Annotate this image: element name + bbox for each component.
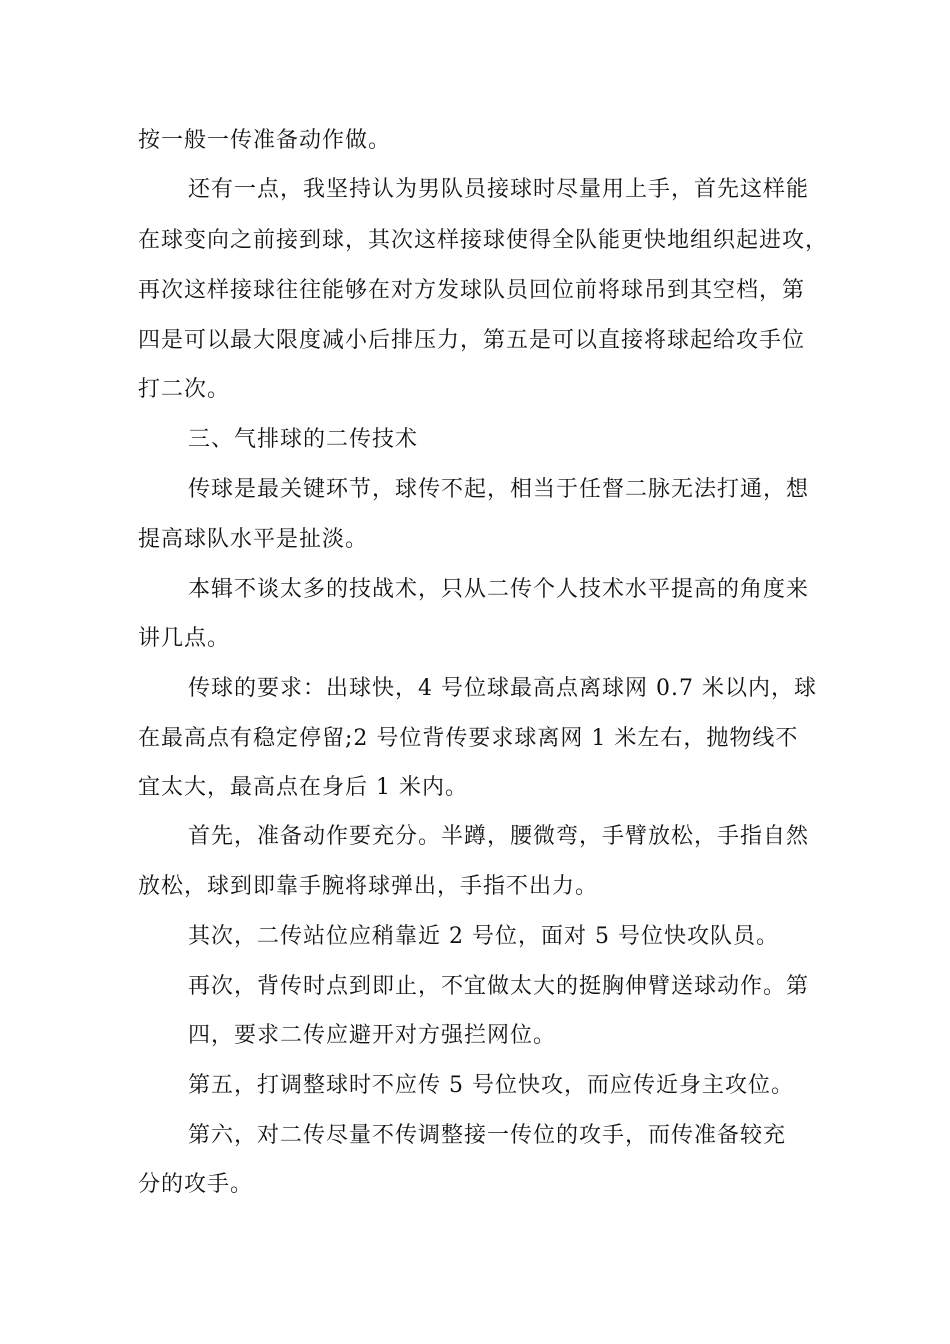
text-line: 按一般一传准备动作做。 — [138, 128, 392, 153]
text-line: 分的攻手。 — [138, 1172, 254, 1197]
text-line: 第五，打调整球时不应传 5 号位快攻，而应传近身主攻位。 — [188, 1073, 794, 1098]
text-line: 提高球队水平是扯淡。 — [138, 527, 369, 552]
text-line: 四，要求二传应避开对方强拦网位。 — [188, 1023, 557, 1048]
text-line: 再次，背传时点到即止，不宜做太大的挺胸伸臂送球动作。第 — [188, 974, 810, 999]
text-line: 讲几点。 — [138, 626, 231, 651]
text-line: 首先，准备动作要充分。半蹲，腰微弯，手臂放松，手指自然 — [188, 824, 810, 849]
text-line: 放松，球到即靠手腕将球弹出，手指不出力。 — [138, 874, 599, 899]
text-line: 第六，对二传尽量不传调整接一传位的攻手，而传准备较充 — [188, 1123, 787, 1148]
text-line: 宜太大，最高点在身后 1 米内。 — [138, 775, 468, 800]
text-line: 本辑不谈太多的技战术，只从二传个人技术水平提高的角度来 — [188, 577, 810, 602]
text-line: 再次这样接球往往能够在对方发球队员回位前将球吊到其空档，第 — [138, 278, 806, 303]
text-line: 打二次。 — [138, 377, 231, 402]
text-line: 在球变向之前接到球，其次这样接球使得全队能更快地组织起进攻， — [138, 228, 829, 253]
text-line: 还有一点，我坚持认为男队员接球时尽量用上手，首先这样能 — [188, 177, 810, 202]
text-line: 在最高点有稳定停留;2 号位背传要求球离网 1 米左右，抛物线不 — [138, 726, 799, 751]
text-line: 四是可以最大限度减小后排压力，第五是可以直接将球起给攻手位 — [138, 328, 806, 353]
text-line: 传球是最关键环节，球传不起，相当于任督二脉无法打通，想 — [188, 477, 810, 502]
text-line: 传球的要求：出球快，4 号位球最高点离球网 0.7 米以内，球 — [188, 676, 817, 701]
text-line: 其次，二传站位应稍靠近 2 号位，面对 5 号位快攻队员。 — [188, 924, 779, 949]
section-heading: 三、气排球的二传技术 — [188, 427, 419, 452]
